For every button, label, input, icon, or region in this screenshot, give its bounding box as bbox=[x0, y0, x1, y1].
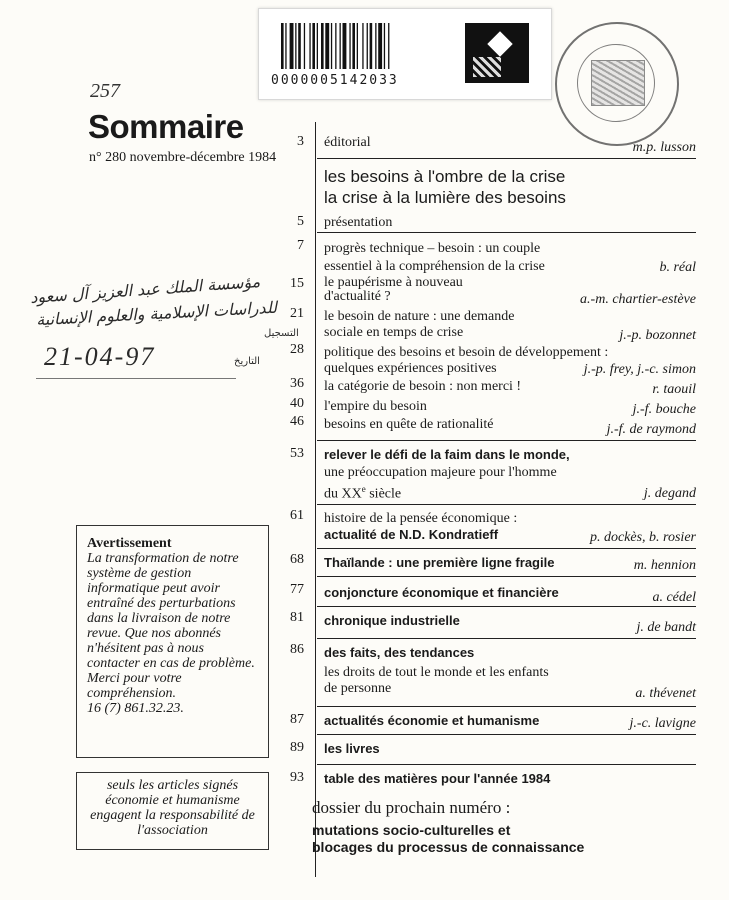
toc-article-author: a. thévenet bbox=[635, 686, 696, 701]
barcode-bar bbox=[290, 23, 294, 69]
toc-article-author: a.-m. chartier-estève bbox=[580, 292, 696, 307]
barcode-bar bbox=[285, 23, 286, 69]
toc-page-number: 46 bbox=[290, 414, 304, 429]
notice-box bbox=[76, 525, 269, 758]
toc-article-author: j.-p. frey, j.-c. simon bbox=[583, 362, 696, 377]
toc-article-author: b. réal bbox=[659, 260, 696, 275]
barcode-bar bbox=[335, 23, 336, 69]
barcode-bar bbox=[375, 23, 376, 69]
toc-separator bbox=[317, 158, 696, 159]
toc-separator bbox=[317, 504, 696, 505]
barcode-bars bbox=[281, 23, 449, 69]
barcode-number: 0000005142033 bbox=[271, 73, 399, 88]
toc-article-title: politique des besoins et besoin de développement : bbox=[324, 345, 609, 360]
toc-article-title: les droits de tout le monde et les enfants bbox=[324, 665, 549, 680]
barcode-bar bbox=[388, 23, 389, 69]
barcode-bar bbox=[352, 23, 355, 69]
toc-section-title: relever le défi de la faim dans le monde, bbox=[324, 447, 570, 462]
toc-editorial-label: éditorial bbox=[324, 135, 371, 150]
barcode-bar bbox=[331, 23, 332, 69]
toc-article-title: d'actualité ? bbox=[324, 289, 391, 304]
next-issue-line-2: blocages du processus de connaissance bbox=[312, 839, 585, 855]
toc-article-author: m. hennion bbox=[633, 558, 696, 573]
barcode-bar bbox=[304, 23, 305, 69]
toc-page-number: 7 bbox=[297, 238, 304, 253]
theme-title-line-1: les besoins à l'ombre de la crise bbox=[324, 167, 566, 186]
toc-section-title: Thaïlande : une première ligne fragile bbox=[324, 555, 555, 570]
page-title: Sommaire bbox=[88, 108, 244, 145]
toc-separator bbox=[317, 764, 696, 765]
toc-page-number: 28 bbox=[290, 342, 304, 357]
toc-section-title: chronique industrielle bbox=[324, 613, 460, 628]
toc-section-title: les livres bbox=[324, 741, 380, 756]
theme-title bbox=[324, 166, 566, 208]
toc-page-number: 77 bbox=[290, 582, 304, 597]
toc-page-number: 61 bbox=[290, 508, 304, 523]
toc-page-number: 5 bbox=[297, 214, 304, 229]
toc-separator bbox=[317, 440, 696, 441]
toc-page-number: 68 bbox=[290, 552, 304, 567]
arabic-date-label: التاريخ bbox=[234, 356, 260, 367]
barcode-bar bbox=[281, 23, 284, 69]
toc-article-author: j. de bandt bbox=[636, 620, 696, 635]
barcode-bar bbox=[298, 23, 301, 69]
toc-article-author: j.-c. lavigne bbox=[629, 716, 696, 731]
barcode-bar bbox=[378, 23, 382, 69]
toc-separator bbox=[317, 548, 696, 549]
next-issue-heading: dossier du prochain numéro : bbox=[312, 798, 511, 817]
toc-separator bbox=[317, 576, 696, 577]
notice-heading: Avertissement bbox=[87, 536, 172, 551]
seal-emblem-icon bbox=[591, 60, 645, 106]
toc-article-title: le paupérisme à nouveau bbox=[324, 275, 463, 290]
barcode-sticker bbox=[258, 8, 552, 100]
toc-article-author: j. degand bbox=[643, 486, 696, 501]
toc-separator bbox=[317, 606, 696, 607]
toc-page-number: 87 bbox=[290, 712, 304, 727]
toc-article-author: a. cédel bbox=[652, 590, 696, 605]
toc-section-title: actualité de N.D. Kondratieff bbox=[324, 527, 499, 542]
toc-page-number: 89 bbox=[290, 740, 304, 755]
toc-article-title: l'empire du besoin bbox=[324, 399, 427, 414]
arabic-register-label: التسجيل bbox=[264, 328, 299, 339]
toc-article-title: le besoin de nature : une demande bbox=[324, 309, 515, 324]
next-issue-title bbox=[312, 822, 584, 856]
barcode-bar bbox=[349, 23, 350, 69]
toc-section-title: table des matières pour l'année 1984 bbox=[324, 771, 551, 786]
toc-separator bbox=[317, 232, 696, 233]
toc-editorial-author: m.p. lusson bbox=[632, 140, 696, 155]
toc-article-author: p. dockès, b. rosier bbox=[589, 530, 696, 545]
barcode-bar bbox=[295, 23, 296, 69]
toc-section-title: actualités économie et humanisme bbox=[324, 713, 540, 728]
toc-article-title: besoins en quête de rationalité bbox=[324, 417, 494, 432]
toc-article-title: la catégorie de besoin : non merci ! bbox=[324, 379, 522, 394]
toc-page-number: 93 bbox=[290, 770, 304, 785]
barcode-bar bbox=[367, 23, 368, 69]
barcode-bar bbox=[309, 23, 310, 69]
issue-info: n° 280 novembre-décembre 1984 bbox=[89, 150, 277, 165]
toc-page-number: 81 bbox=[290, 610, 304, 625]
toc-separator bbox=[317, 638, 696, 639]
toc-article-title: quelques expériences positives bbox=[324, 361, 497, 376]
toc-article-title: de personne bbox=[324, 681, 392, 696]
library-seal-stamp bbox=[555, 22, 679, 146]
toc-article-title: du XXe siècle bbox=[324, 484, 402, 502]
toc-article-title: sociale en temps de crise bbox=[324, 325, 464, 340]
toc-article-author: r. taouil bbox=[652, 382, 696, 397]
toc-article-author: j.-p. bozonnet bbox=[619, 328, 696, 343]
notice-phone: 16 (7) 861.32.23. bbox=[87, 701, 184, 716]
toc-article-author: j.-f. bouche bbox=[632, 402, 696, 417]
toc-separator bbox=[317, 734, 696, 735]
next-issue-line-1: mutations socio-culturelles et bbox=[312, 822, 511, 838]
barcode-bar bbox=[317, 23, 318, 69]
toc-article-title: une préoccupation majeure pour l'homme bbox=[324, 465, 557, 480]
toc-page-number: 36 bbox=[290, 376, 304, 391]
toc-article-title: histoire de la pensée économique : bbox=[324, 511, 518, 526]
toc-page-number: 40 bbox=[290, 396, 304, 411]
toc-separator bbox=[317, 706, 696, 707]
disclaimer-box: seuls les articles signés économie et humanisme engagent la responsabilité de l'association bbox=[76, 772, 269, 850]
toc-section-title: conjoncture économique et financière bbox=[324, 585, 559, 600]
toc-page-number: 53 bbox=[290, 446, 304, 461]
barcode-bar bbox=[357, 23, 358, 69]
barcode-bar bbox=[340, 23, 341, 69]
toc-section-title: des faits, des tendances bbox=[324, 645, 475, 660]
theme-title-line-2: la crise à la lumière des besoins bbox=[324, 188, 566, 207]
toc-article-author: j.-f. de raymond bbox=[606, 422, 696, 437]
toc-page-number: 21 bbox=[290, 306, 304, 321]
barcode-bar bbox=[384, 23, 385, 69]
toc-page-number: 15 bbox=[290, 276, 304, 291]
toc-page-number: 86 bbox=[290, 642, 304, 657]
notice-thanks: Merci pour votre compréhension. bbox=[87, 671, 182, 701]
vertical-divider bbox=[315, 122, 316, 877]
handwritten-date: 21-04-97 bbox=[44, 342, 156, 371]
toc-presentation-label: présentation bbox=[324, 215, 393, 230]
barcode-bar bbox=[321, 23, 324, 69]
library-logo-icon bbox=[465, 23, 529, 83]
barcode-bar bbox=[343, 23, 347, 69]
toc-article-title: progrès technique – besoin : un couple bbox=[324, 241, 541, 256]
barcode-bar bbox=[370, 23, 373, 69]
toc-page-number: 3 bbox=[297, 134, 304, 149]
barcode-bar bbox=[325, 23, 329, 69]
handwritten-number: 257 bbox=[90, 80, 120, 102]
notice-body: La transformation de notre système de gestion informatique peut avoir entraîné des perturbations dans la livraison de notre revue. Que nos abonnés n'hésitent pas à nous contacter en cas de problème. bbox=[87, 551, 255, 671]
barcode-bar bbox=[312, 23, 315, 69]
toc-article-title: essentiel à la compréhension de la crise bbox=[324, 259, 545, 274]
arabic-stamp-line-2: للدراسات الإسلامية والعلوم الإنسانية bbox=[35, 297, 278, 330]
arabic-stamp-line-1: مؤسسة الملك عبد العزيز آل سعود bbox=[29, 271, 261, 308]
barcode-bar bbox=[362, 23, 363, 69]
